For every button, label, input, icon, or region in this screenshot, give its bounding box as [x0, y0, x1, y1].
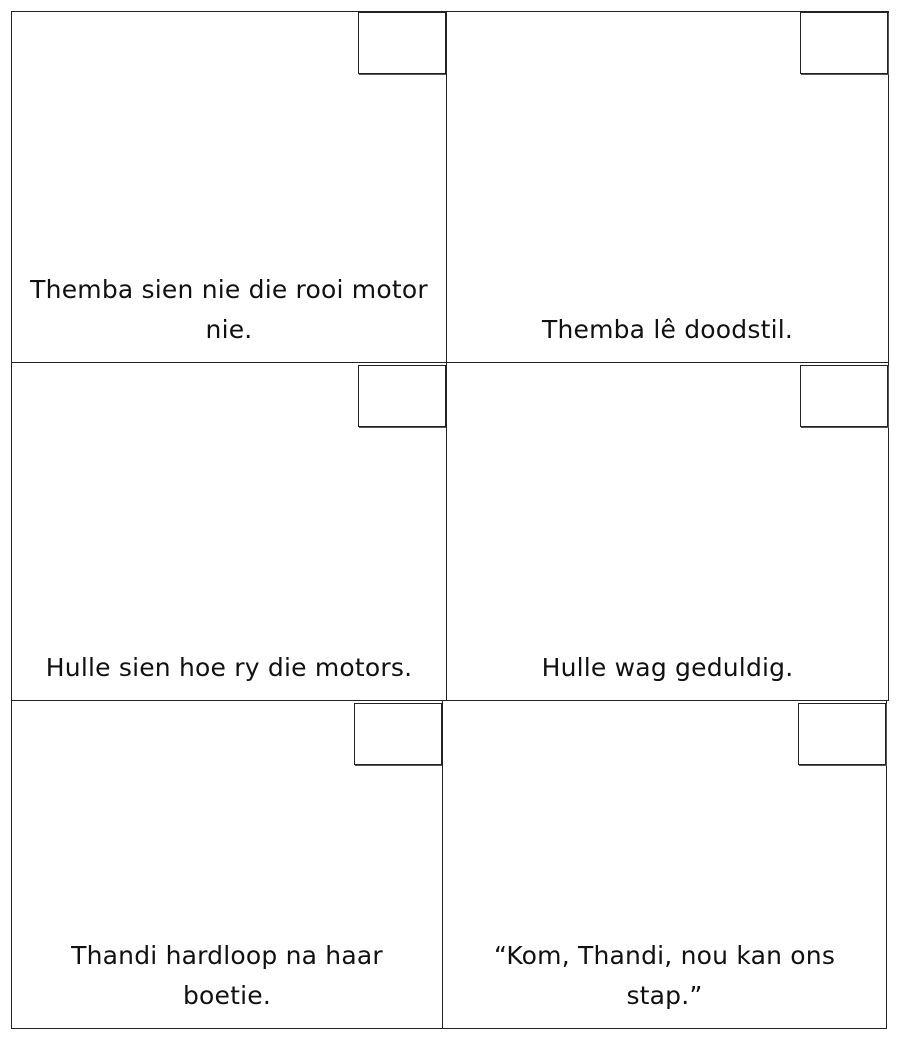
story-card-3	[11, 362, 447, 701]
story-card-caption-6: “Kom, Thandi, nou kan ons stap.”	[493, 941, 836, 1010]
sequence-number-box-6[interactable]	[798, 703, 886, 765]
sequence-number-box-2[interactable]	[800, 12, 888, 74]
story-card-4	[446, 362, 889, 701]
story-sequence-sheet	[11, 11, 888, 1029]
story-card-caption-4: Hulle wag geduldig.	[541, 653, 794, 682]
story-card-5	[11, 700, 443, 1029]
story-card-caption-5: Thandi hardloop na haar boetie.	[71, 941, 383, 1010]
story-card-6	[442, 700, 887, 1029]
story-card-caption-2: Themba lê doodstil.	[541, 315, 794, 344]
sequence-number-box-3[interactable]	[358, 365, 446, 427]
story-card-caption-3: Hulle sien hoe ry die motors.	[45, 653, 413, 682]
story-card-1	[11, 11, 447, 363]
sequence-number-box-1[interactable]	[358, 12, 446, 74]
story-card-2	[446, 11, 889, 363]
sequence-number-box-4[interactable]	[800, 365, 888, 427]
story-card-caption-1: Themba sien nie die rooi motor nie.	[30, 275, 428, 344]
sequence-number-box-5[interactable]	[354, 703, 442, 765]
